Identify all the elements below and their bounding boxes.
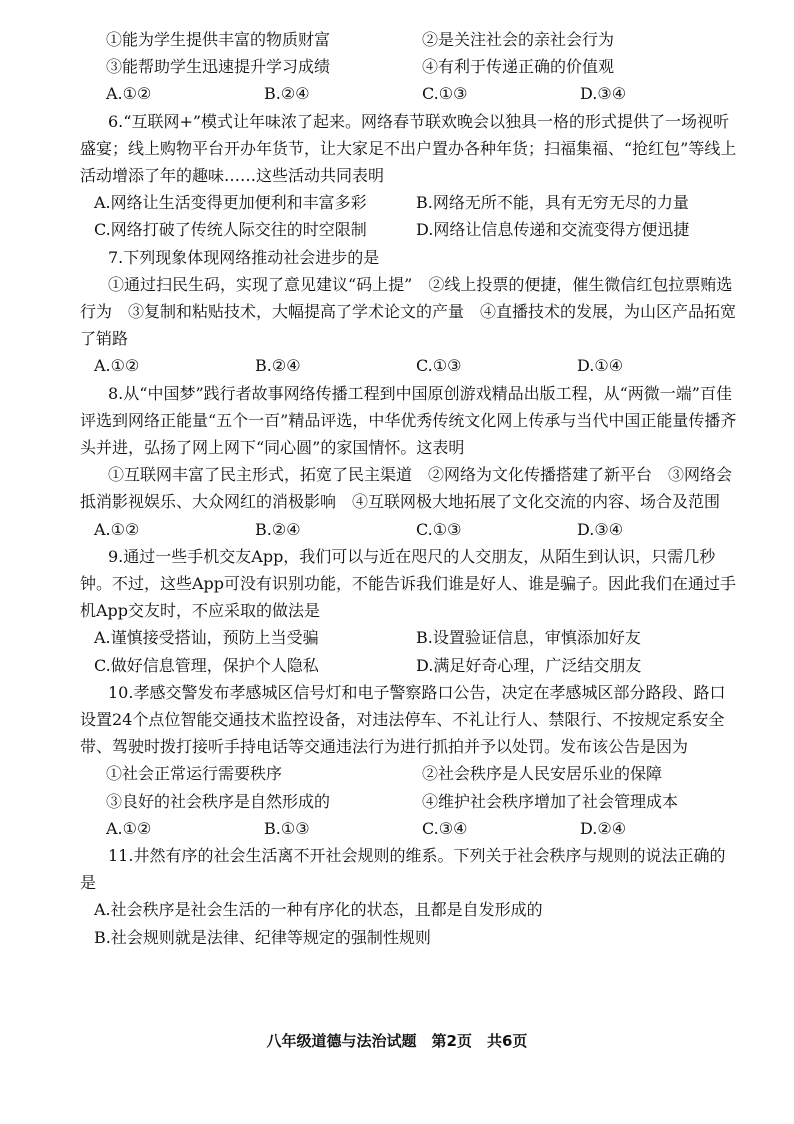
q5-option-b: B.②④ — [264, 84, 310, 104]
q10-option-c: C.③④ — [422, 818, 468, 838]
q7-choices: ①通过扫民生码，实现了意见建议“码上提” ②线上投票的便捷，催生微信红包拉票贿选行为 ③复制和粘贴技术，大幅提高了学术论文的产量 ④直播技术的发展，为山区产品拓宽了销路 — [80, 274, 737, 349]
q10-option-a: A.①② — [106, 818, 152, 838]
q5-choice-2: ②是关注社会的亲社会行为 — [422, 30, 615, 49]
q7-options — [80, 352, 738, 379]
q7-stem: 7.下列现象体现网络推动社会进步的是 — [108, 247, 380, 267]
q5-choices-row-2 — [80, 53, 738, 80]
q9-option-a: A.谨慎接受搭讪，预防上当受骗 — [94, 628, 319, 648]
q5-choice-1: ①能为学生提供丰富的物质财富 — [106, 30, 331, 49]
q8-options — [80, 516, 738, 543]
q9-option-d: D.满足好奇心理，广泛结交朋友 — [416, 655, 642, 675]
q7-option-b: B.②④ — [255, 356, 301, 376]
q5-option-d: D.③④ — [580, 84, 627, 104]
q8-option-b: B.②④ — [255, 519, 301, 539]
q11-stem: 11.井然有序的社会生活离不开社会规则的维系。下列关于社会秩序与规则的说法正确的是 — [80, 845, 726, 893]
q10-option-b: B.①③ — [264, 818, 310, 838]
q8-stem: 8.从“中国梦”践行者故事网络传播工程到中国原创游戏精品出版工程，从“两微一端”百佳评选到网络正能量“五个一百”精品评选，中华优秀传统文化网上传承与当代中国正能量传播齐头并进，弘扬了网上网下“同心圆”的家国情怀。这表明 — [80, 383, 737, 457]
q10-choices-row-2 — [80, 788, 738, 815]
q9-option-b: B.设置验证信息，审慎添加好友 — [416, 628, 641, 648]
q11-option-a: A.社会秩序是社会生活的一种有序化的状态，且都是自发形成的 — [94, 900, 543, 920]
q10-choice-1: ①社会正常运行需要秩序 — [106, 764, 283, 784]
q10-choice-4: ④维护社会秩序增加了社会管理成本 — [422, 791, 679, 811]
q7-option-d: D.①④ — [577, 356, 624, 376]
q6-option-b: B.网络无所不能，具有无穷无尽的力量 — [416, 193, 689, 213]
q9-option-c: C.做好信息管理，保护个人隐私 — [94, 655, 319, 675]
q11-option-b: B.社会规则就是法律、纪律等规定的强制性规则 — [94, 927, 431, 947]
q10-option-d: D.②④ — [580, 818, 627, 838]
q5-choice-4: ④有利于传递正确的价值观 — [422, 57, 615, 77]
q6-options-row-1 — [80, 189, 738, 216]
q5-choice-3: ③能帮助学生迅速提升学习成绩 — [106, 57, 331, 77]
q7-option-c: C.①③ — [416, 356, 462, 376]
q10-stem: 10.孝感交警发布孝感城区信号灯和电子警察路口公告，决定在孝感城区部分路段、路口设置24个点位智能交通技术监控设备，对违法停车、不礼让行人、禁限行、不按规定系安全带、驾驶时拨打接听手持电话等交通违法行为进行抓拍并予以处罚。发布该公告是因为 — [80, 682, 726, 757]
q6-option-a: A.网络让生活变得更加便利和丰富多彩 — [94, 193, 367, 213]
q8-choices: ①互联网丰富了民主形式，拓宽了民主渠道 ②网络为文化传播搭建了新平台 ③网络会抵消影视娱乐、大众网红的消极影响 ④互联网极大地拓展了文化交流的内容、场合及范围 — [80, 465, 733, 512]
q10-options — [80, 815, 738, 842]
q10-choice-3: ③良好的社会秩序是自然形成的 — [106, 791, 331, 811]
q6-options-row-2 — [80, 216, 738, 243]
q5-choices-row-1 — [80, 26, 738, 53]
q8-option-a: A.①② — [94, 519, 140, 539]
q9-options-row-1 — [80, 624, 738, 651]
q9-stem: 9.通过一些手机交友App，我们可以与近在咫尺的人交朋友，从陌生到认识，只需几秒钟。不过，这些App可没有识别功能，不能告诉我们谁是好人、谁是骗子。因此我们在通过手机App交友时，不应采取的做法是 — [80, 546, 737, 621]
q10-choice-2: ②社会秩序是人民安居乐业的保障 — [422, 764, 663, 784]
q10-choices-row-1 — [80, 760, 738, 787]
q8-option-d: D.③④ — [577, 519, 624, 539]
q5-options — [80, 80, 738, 107]
q8-option-c: C.①③ — [416, 519, 462, 539]
q6-stem: 6.“互联网+”模式让年味浓了起来。网络春节联欢晚会以独具一格的形式提供了一场视听盛宴；线上购物平台开办年货节，让大家足不出户置办各种年货；扫福集福、“抢红包”等线上活动增添了年的趣味……这些活动共同表明 — [80, 111, 737, 185]
q9-options-row-2 — [80, 652, 738, 679]
q7-option-a: A.①② — [94, 356, 140, 376]
q6-option-c: C.网络打破了传统人际交往的时空限制 — [94, 220, 367, 240]
page-footer: 八年级道德与法治试题 第2页 共6页 — [266, 1032, 528, 1050]
q5-option-c: C.①③ — [422, 84, 468, 104]
q5-option-a: A.①② — [106, 84, 152, 104]
q6-option-d: D.网络让信息传递和交流变得方便迅捷 — [416, 220, 690, 240]
